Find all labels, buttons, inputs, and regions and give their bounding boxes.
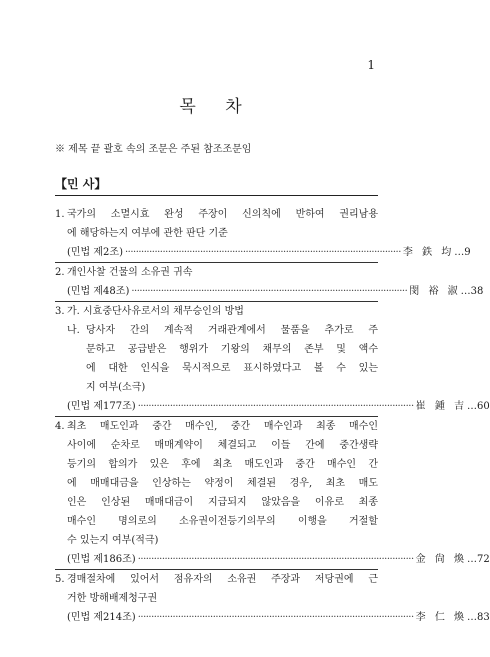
law-reference: (민법 제48조) [67, 286, 130, 297]
entry-title-line: 에 해당하는지 여부에 관한 판단 기준 [67, 228, 228, 239]
page-ref: …38 [460, 286, 484, 297]
entry-title-line: 당사자 간의 계속적 거래관계에서 물품을 추가로 주 [86, 325, 378, 336]
entry-title-line: 사이에 순차로 매매계약이 체결되고 이들 간에 중간생략 [67, 440, 378, 451]
leader-dots: ······································································································· [131, 286, 408, 297]
law-reference: (민법 제177조) [67, 401, 136, 412]
leader-dots: ······································································································· [124, 247, 401, 258]
author-name: 崔 鍾 吉 [415, 401, 467, 412]
entry-title-line: 등기의 합의가 있은 후에 최초 매도인과 중간 매수인 간 [67, 459, 378, 470]
entry-title-line: 국가의 소멸시효 완성 주장이 신의칙에 반하여 권리남용 [67, 209, 378, 220]
toc-list [55, 205, 490, 627]
law-reference: (민법 제2조) [67, 247, 123, 258]
author-name: 金 尙 煥 [415, 554, 467, 565]
page-ref: …83 [467, 612, 490, 623]
section-divider [55, 195, 378, 196]
page-ref: …60 [467, 401, 490, 412]
entry-number: 1. [55, 209, 65, 220]
leader-dots: ······································································································· [137, 612, 414, 623]
toc-entry[interactable] [55, 302, 490, 416]
toc-entry[interactable] [55, 205, 471, 262]
author-name: 李 鉄 均 [402, 247, 455, 258]
entry-title-line: 경매절차에 있어서 점유자의 소유권 주장과 저당권에 근 [67, 574, 378, 585]
entry-title-line: 최초 매도인과 중간 매수인, 중간 매수인과 최종 매수인 [67, 421, 378, 432]
entry-title-line: 거한 방해배제청구권 [67, 593, 158, 604]
toc-entry[interactable] [55, 570, 490, 627]
entry-title-line: 지 여부(소극) [86, 382, 146, 393]
page-ref: …72 [467, 554, 490, 565]
entry-title-line: 에 매매대금을 인상하는 약정이 체결된 경우, 최초 매도 [67, 478, 378, 489]
law-reference: (민법 제214조) [67, 612, 136, 623]
author-name: 閔 裕 淑 [409, 286, 461, 297]
entry-title-line: 인은 인상된 매매대금이 지급되지 않았음을 이유로 최종 [67, 497, 378, 508]
entry-number: 2. [55, 267, 65, 278]
leader-dots: ······································································································· [137, 554, 414, 565]
entry-title-line: 에 대한 인식을 묵시적으로 표시하였다고 볼 수 있는 [86, 363, 378, 374]
sub-item-marker: 나. [67, 325, 80, 336]
entry-number: 5. [55, 574, 65, 585]
entry-number: 3. [55, 306, 65, 317]
page-ref: …9 [454, 247, 471, 258]
entry-title-line: 매수인 명의로의 소유권이전등기의무의 이행을 거절할 [67, 516, 378, 527]
section-heading: 【민 사】 [55, 177, 107, 191]
entry-title-line: 문하고 공급받은 행위가 기왕의 채무의 존부 및 액수 [86, 344, 378, 355]
page-number: 1 [367, 58, 375, 72]
entry-title-line: 개인사찰 건물의 소유권 귀속 [67, 267, 193, 278]
entry-title-line: 수 있는지 여부(적극) [67, 535, 159, 546]
leader-dots: ······································································································· [137, 401, 414, 412]
page-title: 목 차 [179, 97, 254, 117]
reference-note: ※ 제목 끝 괄호 속의 조문은 주된 참조조문임 [55, 144, 252, 155]
entry-title-line: 가. 시효중단사유로서의 채무승인의 방법 [67, 306, 244, 317]
entry-number: 4. [55, 421, 65, 432]
law-reference: (민법 제186조) [67, 554, 136, 565]
toc-entry[interactable] [55, 417, 490, 569]
author-name: 李 仁 煥 [415, 612, 467, 623]
toc-entry[interactable] [55, 263, 484, 301]
